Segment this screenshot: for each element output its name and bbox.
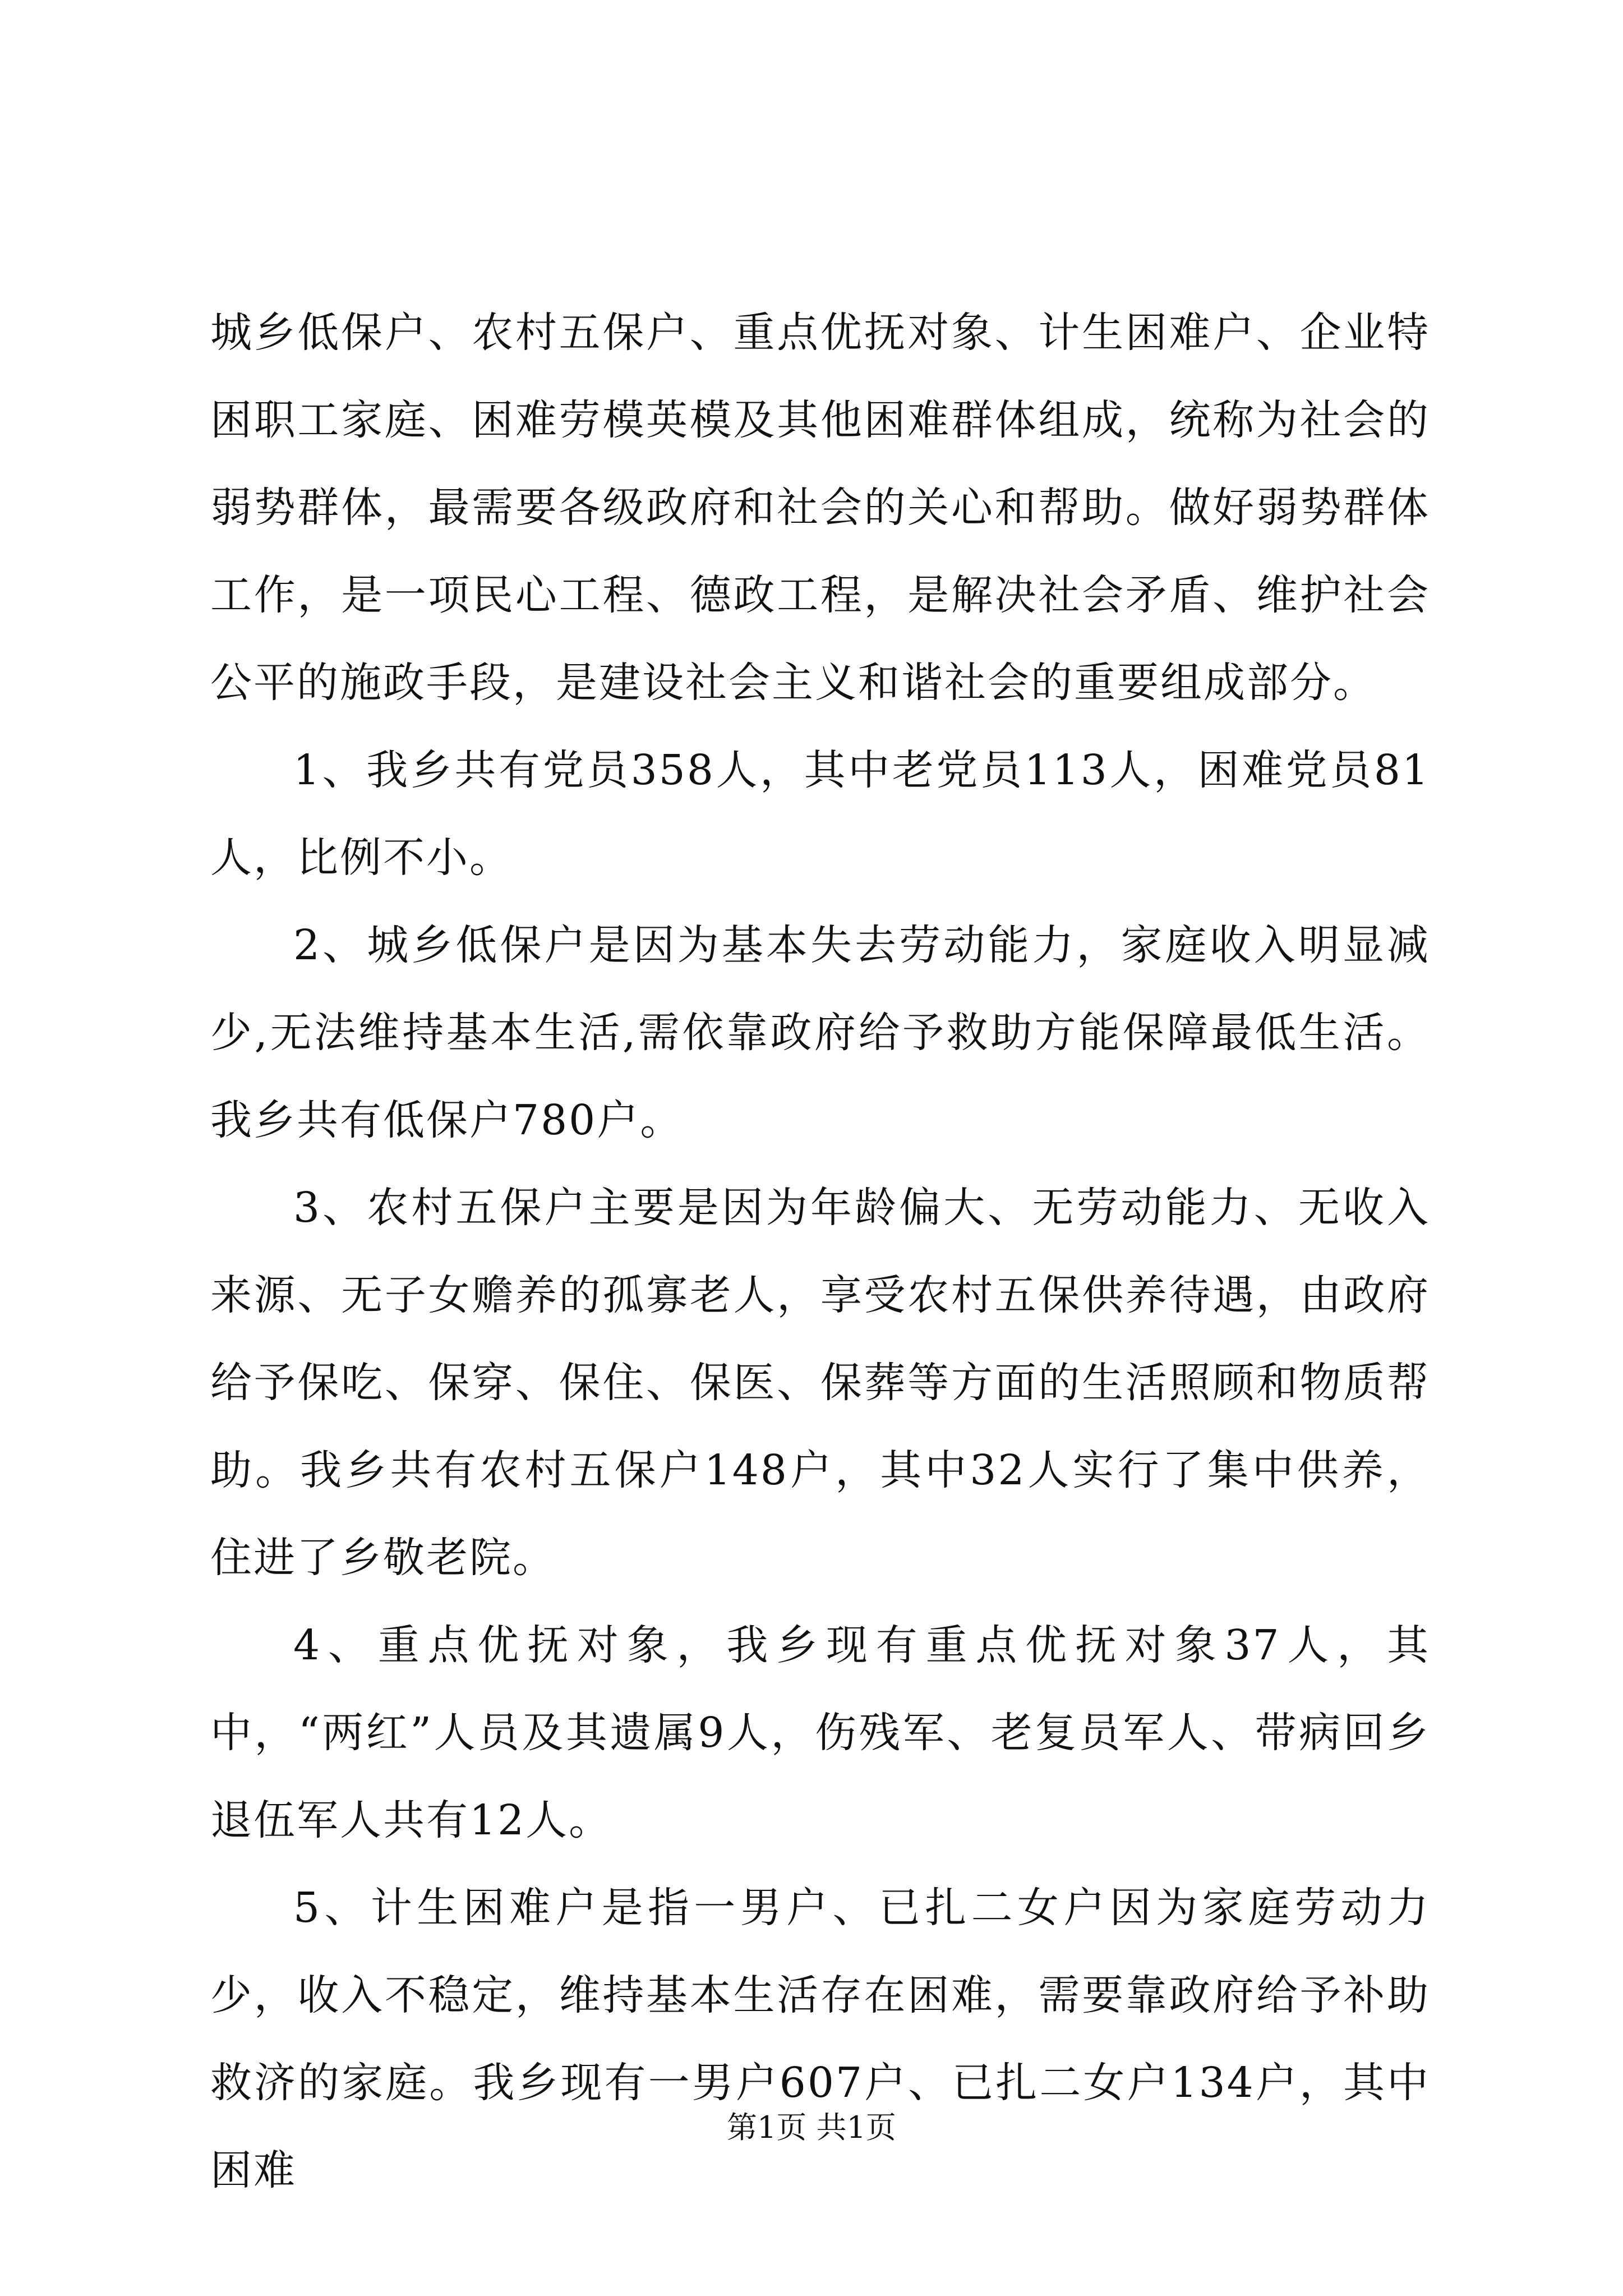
paragraph-item-3: 3、农村五保户主要是因为年龄偏大、无劳动能力、无收入来源、无子女赡养的孤寡老人，享受农村五保供养待遇，由政府给予保吃、保穿、保住、保医、保葬等方面的生活照顾和物质帮助。我乡共有农村五保户148户，其中32人实行了集中供养，住进了乡敬老院。	[210, 1184, 1430, 1582]
paragraph-item-2: 2、城乡低保户是因为基本失去劳动能力，家庭收入明显减少,无法维持基本生活,需依靠政府给予救助方能保障最低生活。我乡共有低保户780户。	[210, 921, 1430, 1144]
paragraph-item-5: 5、计生困难户是指一男户、已扎二女户因为家庭劳动力少，收入不稳定，维持基本生活存在困难，需要靠政府给予补助救济的家庭。我乡现有一男户607户、已扎二女户134户，其中困难	[210, 1884, 1430, 2194]
paragraph-intro: 城乡低保户、农村五保户、重点优抚对象、计生困难户、企业特困职工家庭、困难劳模英模及其他困难群体组成，统称为社会的弱势群体，最需要各级政府和社会的关心和帮助。做好弱势群体工作，是一项民心工程、德政工程，是解决社会矛盾、维护社会公平的施政手段，是建设社会主义和谐社会的重要组成部分。	[210, 309, 1430, 707]
paragraph-item-1: 1、我乡共有党员358人，其中老党员113人，困难党员81人，比例不小。	[210, 746, 1430, 882]
paragraph-item-4: 4、重点优抚对象，我乡现有重点优抚对象37人，其中，“两红”人员及其遗属9人，伤残军、老复员军人、带病回乡退伍军人共有12人。	[210, 1621, 1430, 1844]
document-body	[210, 289, 1430, 2214]
page-number-footer: 第1页 共1页	[727, 2110, 896, 2145]
